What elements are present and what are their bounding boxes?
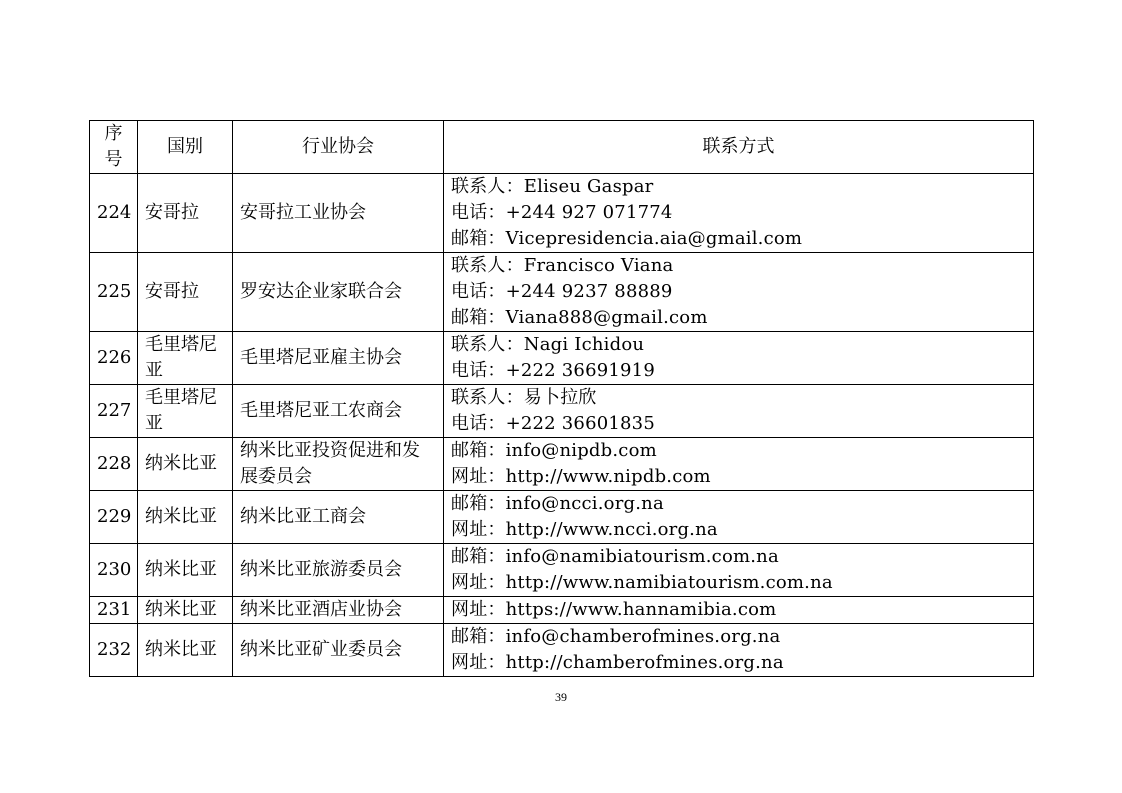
header-contact: 联系方式 [444,121,1034,174]
row-country: 纳米比亚 [138,438,233,491]
row-association: 纳米比亚投资促进和发展委员会 [233,438,444,491]
row-no: 231 [90,597,138,624]
row-contact [444,597,1034,624]
row-contact [444,332,1034,385]
table-row [90,385,1034,438]
row-association: 安哥拉工业协会 [233,174,444,253]
row-contact [444,438,1034,491]
row-no: 224 [90,174,138,253]
table-row [90,544,1034,597]
table-row [90,491,1034,544]
contact-website: 网址：http://www.namibiatourism.com.na [451,572,833,593]
page-number: 39 [555,690,567,704]
header-no: 序 号 [90,121,138,174]
row-country: 安哥拉 [138,253,233,332]
row-country: 毛里塔尼亚 [138,385,233,438]
header-country: 国别 [138,121,233,174]
contact-person: 联系人：Francisco Viana [451,255,674,276]
row-contact [444,385,1034,438]
row-association: 罗安达企业家联合会 [233,253,444,332]
row-association: 毛里塔尼亚雇主协会 [233,332,444,385]
table-row [90,174,1034,253]
row-contact [444,174,1034,253]
table-row [90,253,1034,332]
row-contact [444,544,1034,597]
row-country: 纳米比亚 [138,597,233,624]
contact-email: 邮箱：Vicepresidencia.aia@gmail.com [451,228,803,249]
contact-email: 邮箱：Viana888@gmail.com [451,307,708,328]
contact-website: 网址：https://www.hannamibia.com [451,599,777,620]
row-country: 纳米比亚 [138,624,233,677]
table-row [90,597,1034,624]
contact-email: 邮箱：info@chamberofmines.org.na [451,626,781,647]
row-association: 纳米比亚工商会 [233,491,444,544]
row-no: 227 [90,385,138,438]
table-row [90,624,1034,677]
contact-email: 邮箱：info@namibiatourism.com.na [451,546,779,567]
contact-person: 联系人：Nagi Ichidou [451,334,645,355]
row-country: 纳米比亚 [138,544,233,597]
contact-person: 联系人：易卜拉欣 [451,387,597,408]
row-association: 纳米比亚旅游委员会 [233,544,444,597]
row-no: 229 [90,491,138,544]
row-no: 230 [90,544,138,597]
row-no: 225 [90,253,138,332]
contact-email: 邮箱：info@nipdb.com [451,440,657,461]
header-association: 行业协会 [233,121,444,174]
association-table [89,120,1034,677]
contact-website: 网址：http://www.nipdb.com [451,466,711,487]
row-contact [444,491,1034,544]
row-contact [444,624,1034,677]
row-no: 226 [90,332,138,385]
table-row [90,438,1034,491]
contact-phone: 电话：+244 927 071774 [451,202,673,223]
row-association: 纳米比亚矿业委员会 [233,624,444,677]
row-country: 安哥拉 [138,174,233,253]
contact-phone: 电话：+244 9237 88889 [451,281,673,302]
row-no: 232 [90,624,138,677]
contact-person: 联系人：Eliseu Gaspar [451,176,654,197]
table-row [90,332,1034,385]
row-country: 纳米比亚 [138,491,233,544]
contact-website: 网址：http://www.ncci.org.na [451,519,718,540]
row-association: 毛里塔尼亚工农商会 [233,385,444,438]
contact-phone: 电话：+222 36691919 [451,360,655,381]
row-country: 毛里塔尼亚 [138,332,233,385]
row-no: 228 [90,438,138,491]
row-association: 纳米比亚酒店业协会 [233,597,444,624]
row-contact [444,253,1034,332]
table-header-row [90,121,1034,174]
contact-email: 邮箱：info@ncci.org.na [451,493,664,514]
contact-phone: 电话：+222 36601835 [451,413,655,434]
contact-website: 网址：http://chamberofmines.org.na [451,652,784,673]
